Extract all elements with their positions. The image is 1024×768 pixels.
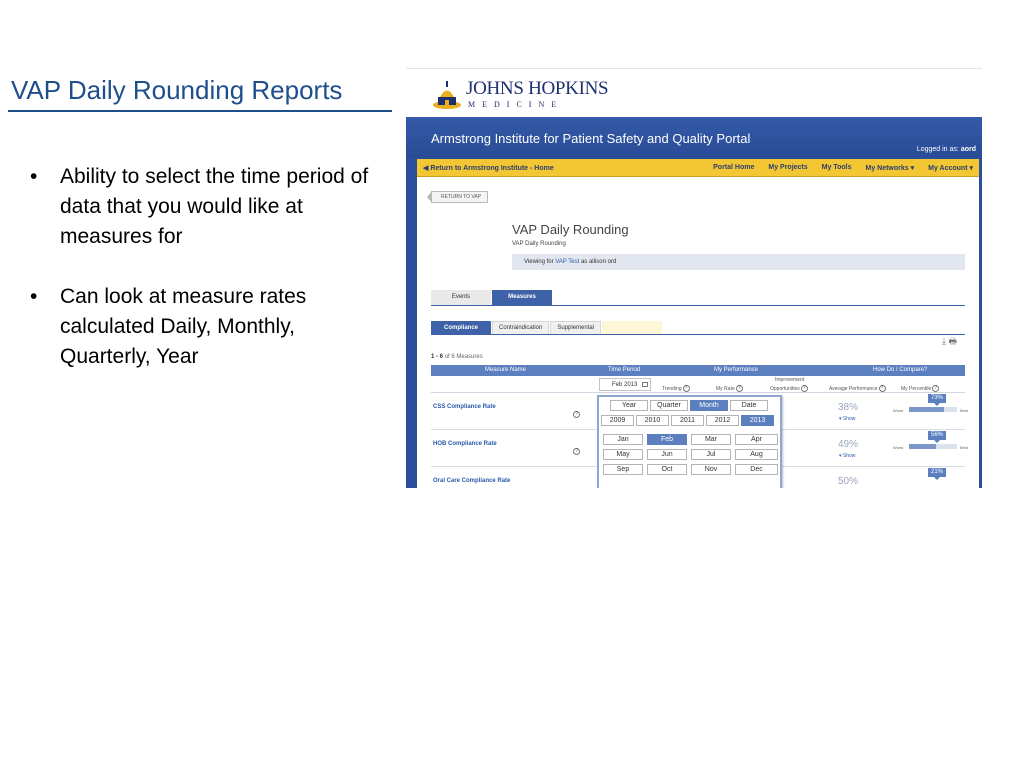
nav-my-account[interactable]: My Account ▾: [928, 165, 973, 172]
title-underline: [8, 110, 392, 112]
average-performance: 38%: [838, 402, 859, 413]
nav-links: [713, 164, 973, 172]
help-icon[interactable]: ?: [736, 385, 743, 392]
col-my-performance: My Performance: [714, 367, 759, 373]
subtab-compliance[interactable]: Compliance: [431, 321, 491, 334]
return-to-vap-button[interactable]: RETURN TO VAP: [431, 191, 488, 203]
page-breadcrumb: VAP Daily Rounding: [512, 241, 566, 247]
logged-in-label: Logged in as:: [916, 146, 959, 153]
col-measure-name: Measure Name: [485, 367, 527, 373]
portal-frame: [406, 117, 982, 488]
year-2009[interactable]: 2009: [601, 415, 634, 426]
jh-logo[interactable]: [432, 77, 608, 111]
viewing-unit-link[interactable]: VAP Test: [555, 259, 580, 265]
trending-header: Trending ?: [662, 385, 690, 392]
percentile-badge: 56%: [928, 431, 946, 440]
bullet-item: [30, 162, 375, 252]
measure-name-link[interactable]: CSS Compliance Rate: [433, 404, 496, 410]
month-nov[interactable]: Nov: [691, 464, 731, 475]
percentile-badge: 73%: [928, 394, 946, 403]
help-icon[interactable]: ?: [879, 385, 886, 392]
time-period-picker: [597, 395, 782, 488]
table-subheader: [431, 376, 965, 393]
nav-my-projects[interactable]: My Projects: [768, 164, 808, 171]
table-header: [431, 365, 965, 376]
year-2010[interactable]: 2010: [636, 415, 669, 426]
nav-portal-home[interactable]: Portal Home: [713, 164, 755, 171]
logo-subtitle: MEDICINE: [468, 100, 564, 109]
worst-label: Worst: [893, 408, 904, 413]
month-aug[interactable]: Aug: [735, 449, 778, 460]
mode-quarter[interactable]: Quarter: [650, 400, 688, 411]
time-period-input[interactable]: [599, 378, 651, 391]
percentile-bar: [909, 444, 957, 449]
tab-events[interactable]: Events: [431, 290, 491, 305]
logo-name: JOHNS HOPKINS: [466, 78, 609, 99]
mode-date[interactable]: Date: [730, 400, 768, 411]
month-jul[interactable]: Jul: [691, 449, 731, 460]
month-feb[interactable]: Feb: [647, 434, 687, 445]
calendar-icon[interactable]: [642, 382, 648, 387]
measure-count: [431, 354, 483, 360]
year-2013[interactable]: 2013: [741, 415, 774, 426]
logged-in-user: aord: [960, 146, 976, 153]
subtab-spacer: [602, 321, 662, 334]
portal-title: Armstrong Institute for Patient Safety and Quality Portal: [431, 131, 751, 146]
nav-my-tools[interactable]: My Tools: [821, 164, 852, 171]
mode-year[interactable]: Year: [610, 400, 648, 411]
bullet-text: Can look at measure rates calculated Daily, Monthly, Quarterly, Year: [60, 285, 307, 368]
col-compare: How Do I Compare?: [873, 367, 928, 373]
improvement-header: Opportunities ?: [770, 385, 808, 392]
year-2012[interactable]: 2012: [706, 415, 739, 426]
month-jun[interactable]: Jun: [647, 449, 687, 460]
month-sep[interactable]: Sep: [603, 464, 643, 475]
main-tabs: [431, 290, 965, 306]
show-toggle[interactable]: ▾ Show: [839, 416, 856, 422]
percentile-bar: [909, 407, 957, 412]
year-2011[interactable]: 2011: [671, 415, 704, 426]
mode-month[interactable]: Month: [690, 400, 728, 411]
improvement-header-1: Improvement: [775, 377, 805, 383]
portal-header: [406, 117, 982, 157]
help-icon[interactable]: ?: [801, 385, 808, 392]
best-label: Best: [960, 445, 969, 450]
viewing-prefix: Viewing for: [524, 259, 554, 265]
percentile-header: My Percentile ?: [901, 385, 939, 392]
bullet-list: [30, 162, 375, 402]
month-jan[interactable]: Jan: [603, 434, 643, 445]
average-performance: 50%: [838, 476, 859, 487]
measure-name-link[interactable]: HOB Compliance Rate: [433, 441, 497, 447]
top-navbar: [417, 159, 979, 177]
viewing-context-bar: [512, 254, 965, 270]
average-performance: 49%: [838, 439, 859, 450]
show-toggle[interactable]: ▾ Show: [839, 453, 856, 459]
worst-label: Worst: [893, 445, 904, 450]
dome-logo-icon: [432, 78, 462, 110]
col-time-period: Time Period: [608, 367, 641, 373]
month-dec[interactable]: Dec: [735, 464, 778, 475]
month-apr[interactable]: Apr: [735, 434, 778, 445]
average-header: Average Performance ?: [829, 385, 886, 392]
tab-measures[interactable]: Measures: [492, 290, 552, 305]
month-may[interactable]: May: [603, 449, 643, 460]
bullet-text: Ability to select the time period of data that you would like at measures for: [60, 165, 369, 248]
help-icon[interactable]: ?: [683, 385, 690, 392]
month-mar[interactable]: Mar: [691, 434, 731, 445]
measure-name-link[interactable]: Oral Care Compliance Rate: [433, 478, 511, 484]
bullet-dot: •: [30, 165, 38, 188]
download-print-icons[interactable]: ⤓ 🖶: [942, 336, 957, 346]
slide-title: VAP Daily Rounding Reports: [11, 75, 343, 105]
return-home-link[interactable]: ◀ Return to Armstrong Institute - Home: [423, 165, 554, 172]
time-period-value: Feb 2013: [612, 382, 638, 388]
percentile-bar-fill: [909, 407, 944, 412]
subtab-contraindication[interactable]: Contraindication: [492, 321, 549, 334]
help-icon[interactable]: ?: [573, 448, 580, 455]
viewing-suffix: as allison ord: [580, 259, 617, 265]
nav-my-networks[interactable]: My Networks ▾: [865, 165, 915, 172]
best-label: Best: [960, 408, 969, 413]
measure-count-range: 1 - 6: [431, 354, 444, 360]
page-title: VAP Daily Rounding: [512, 222, 629, 237]
measure-count-suffix: of 6 Measures: [444, 354, 483, 360]
bullet-dot: •: [30, 285, 38, 308]
bullet-item: [30, 282, 375, 372]
month-oct[interactable]: Oct: [647, 464, 687, 475]
percentile-bar-fill: [909, 444, 936, 449]
measure-subtabs: [431, 321, 965, 335]
help-icon[interactable]: ?: [573, 411, 580, 418]
portal-screenshot: [406, 68, 982, 488]
percentile-badge: 21%: [928, 468, 946, 477]
page-content: [417, 177, 979, 488]
logged-in-status: [917, 146, 976, 153]
subtab-supplemental[interactable]: Supplemental: [550, 321, 601, 334]
my-rate-header: My Rate ?: [716, 385, 743, 392]
help-icon[interactable]: ?: [932, 385, 939, 392]
